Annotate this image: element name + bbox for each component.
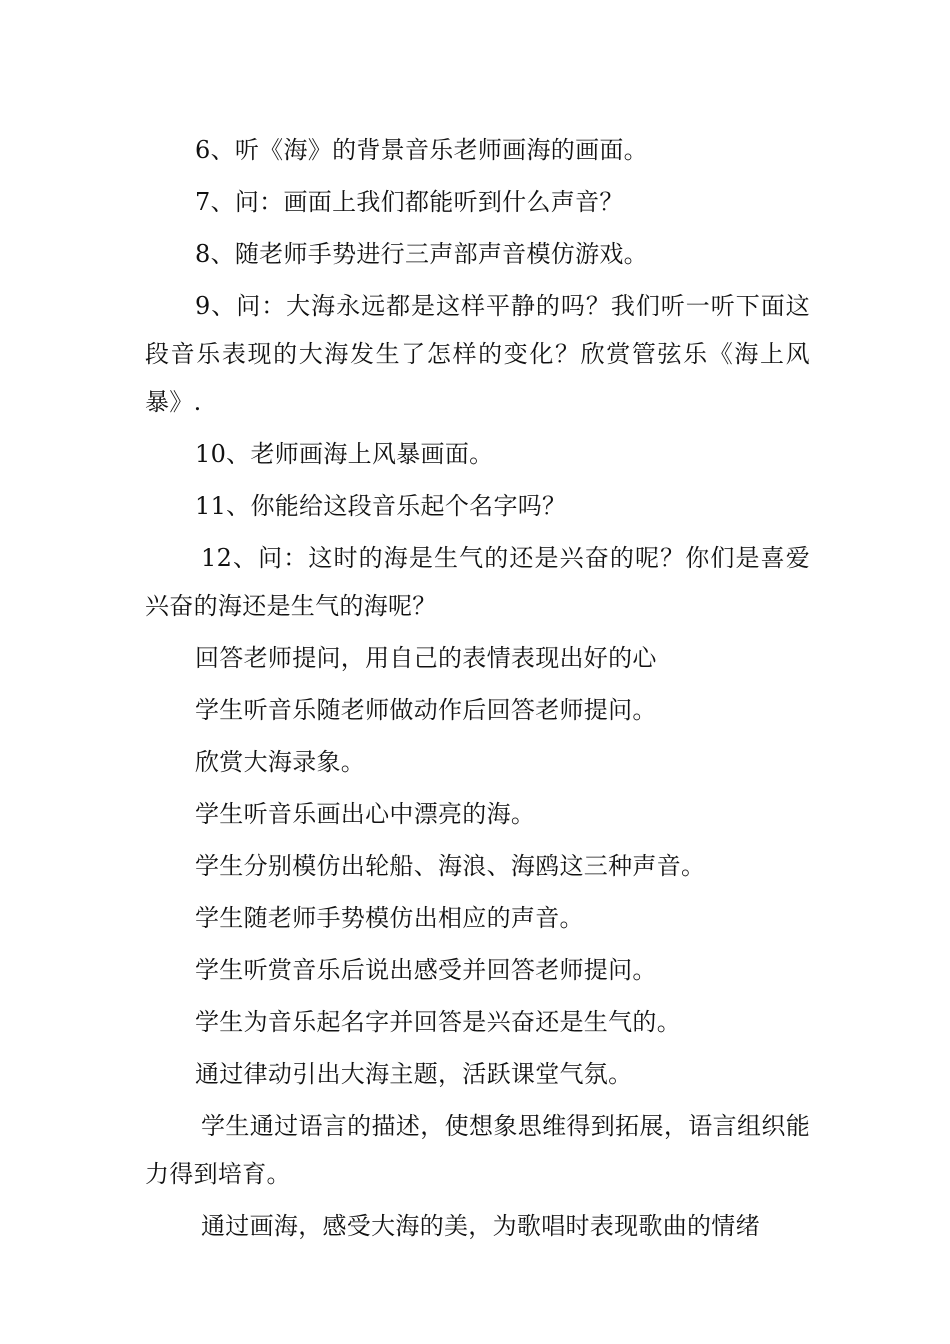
student-answer-3: 欣赏大海录象。 [195, 748, 366, 776]
student-answer-4: 学生听音乐画出心中漂亮的海。 [195, 800, 536, 828]
paragraph-11: 11、你能给这段音乐起个名字吗？ [195, 492, 567, 520]
design-intent-3: 通过画海，感受大海的美，为歌唱时表现歌曲的情绪 [201, 1212, 760, 1240]
design-intent-1: 通过律动引出大海主题，活跃课堂气氛。 [195, 1060, 633, 1088]
paragraph-6: 6、听《海》的背景音乐老师画海的画面。 [195, 136, 648, 164]
paragraph-8: 8、随老师手势进行三声部声音模仿游戏。 [195, 240, 648, 268]
paragraph-7: 7、问：画面上我们都能听到什么声音？ [195, 188, 624, 216]
student-answer-8: 学生为音乐起名字并回答是兴奋还是生气的。 [195, 1008, 681, 1036]
student-answer-2: 学生听音乐随老师做动作后回答老师提问。 [195, 696, 657, 724]
paragraph-10: 10、老师画海上风暴画面。 [195, 440, 494, 468]
student-answer-5: 学生分别模仿出轮船、海浪、海鸥这三种声音。 [195, 852, 706, 880]
student-answer-1: 回答老师提问，用自己的表情表现出好的心 [195, 644, 657, 672]
paragraph-12: 12、问：这时的海是生气的还是兴奋的呢？你们是喜爱兴奋的海还是生气的海呢？ [145, 544, 810, 620]
student-answer-7: 学生听赏音乐后说出感受并回答老师提问。 [195, 956, 657, 984]
student-answer-6: 学生随老师手势模仿出相应的声音。 [195, 904, 584, 932]
design-intent-2: 学生通过语言的描述，使想象思维得到拓展，语言组织能力得到培育。 [145, 1112, 810, 1188]
paragraph-9: 9、问：大海永远都是这样平静的吗？我们听一听下面这段音乐表现的大海发生了怎样的变化？欣赏管弦乐《海上风暴》. [145, 292, 810, 416]
